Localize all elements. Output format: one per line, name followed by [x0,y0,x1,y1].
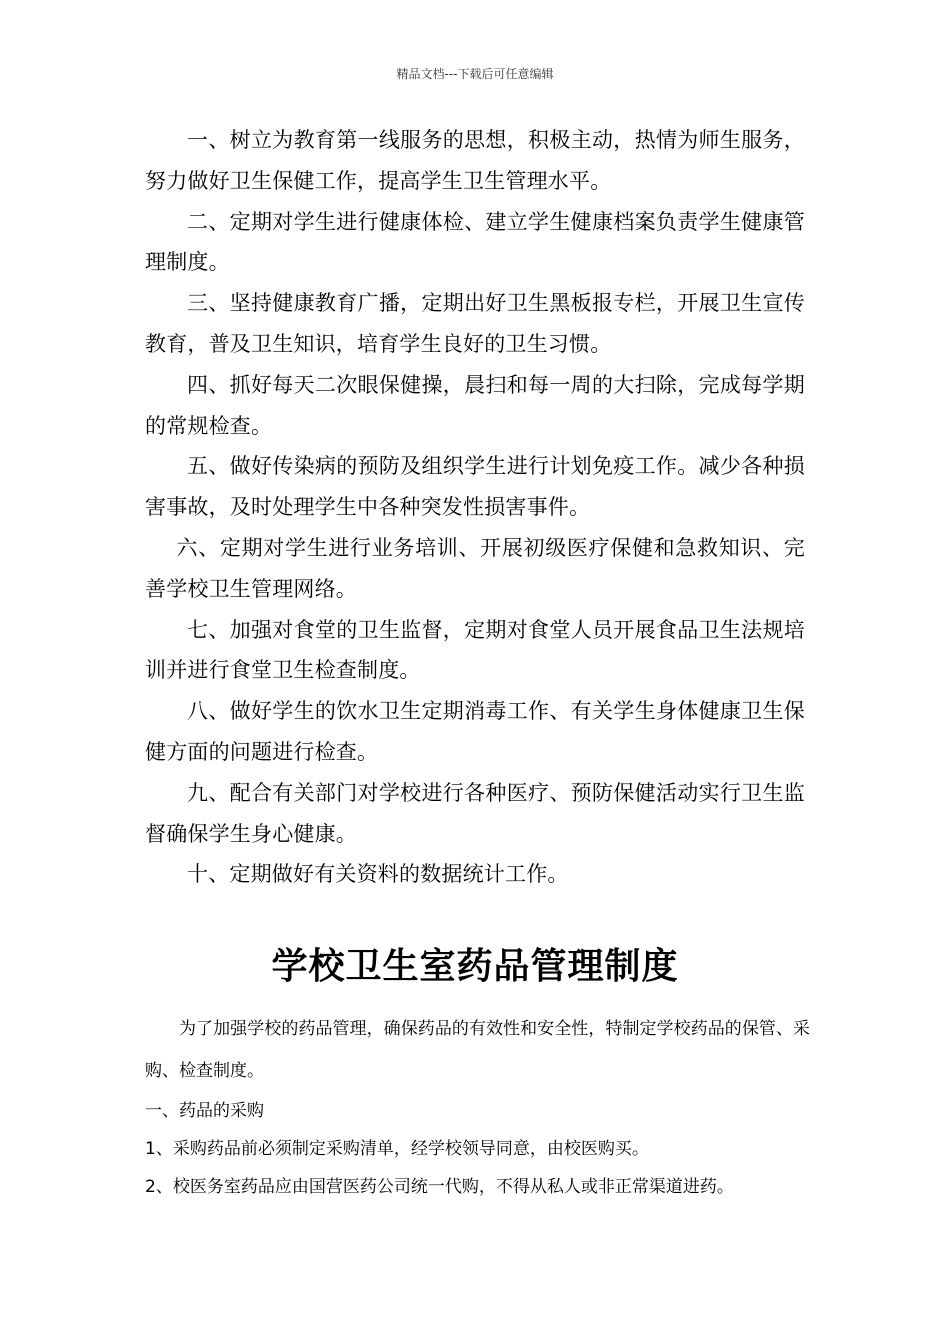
procurement-item-1: 1、采购药品前必须制定采购清单，经学校领导同意，由校医购买。 [145,1139,649,1159]
duty-paragraph-9: 九、配合有关部门对学校进行各种医疗、预防保健活动实行卫生监督确保学生身心健康。 [145,780,805,846]
duty-paragraph-8: 八、做好学生的饮水卫生定期消毒工作、有关学生身体健康卫生保健方面的问题进行检查。 [145,699,805,764]
duty-paragraph-5: 五、做好传染病的预防及组织学生进行计划免疫工作。减少各种损害事故，及时处理学生中各种突发性损害事件。 [145,454,805,520]
page-header-note: 精品文档---下载后可任意编辑 [396,67,554,81]
duty-paragraph-2: 二、定期对学生进行健康体检、建立学生健康档案负责学生健康管理制度。 [145,209,805,275]
duty-paragraph-1: 一、树立为教育第一线服务的思想，积极主动，热情为师生服务，努力做好卫生保健工作，提高学生卫生管理水平。 [145,128,805,193]
medicine-policy-intro: 为了加强学校的药品管理，确保药品的有效性和安全性，特制定学校药品的保管、采购、检查制度。 [145,1019,810,1081]
procurement-item-2: 2、校医务室药品应由国营医药公司统一代购，不得从私人或非正常渠道进药。 [145,1177,734,1197]
duty-paragraph-10: 十、定期做好有关资料的数据统计工作。 [187,862,569,887]
medicine-policy-body [145,1008,810,1206]
health-duties-list [145,120,805,895]
procurement-heading: 一、药品的采购 [145,1101,264,1121]
duty-paragraph-3: 三、坚持健康教育广播，定期出好卫生黑板报专栏，开展卫生宣传教育，普及卫生知识，培育学生良好的卫生习惯。 [145,291,805,356]
duty-paragraph-7: 七、加强对食堂的卫生监督，定期对食堂人员开展食品卫生法规培训并进行食堂卫生检查制度。 [145,617,805,683]
duty-paragraph-6: 六、定期对学生进行业务培训、开展初级医疗保健和急救知识、完善学校卫生管理网络。 [145,535,805,601]
duty-paragraph-4: 四、抓好每天二次眼保健操，晨扫和每一周的大扫除，完成每学期的常规检查。 [145,372,805,438]
medicine-policy-title: 学校卫生室药品管理制度 [271,946,679,987]
